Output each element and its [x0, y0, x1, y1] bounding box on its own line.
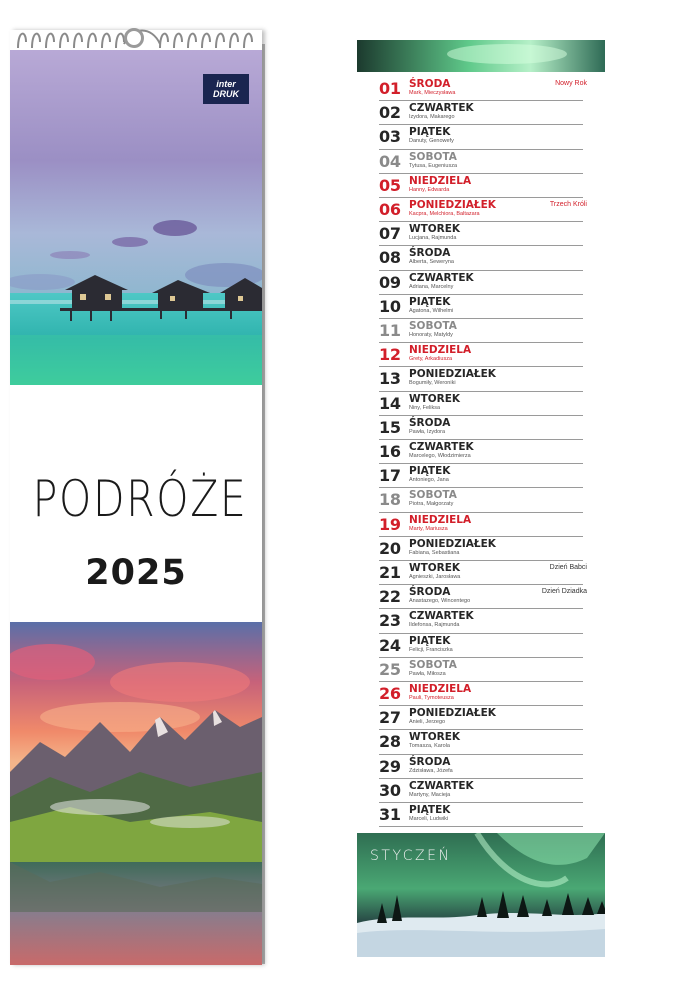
day-row	[379, 198, 587, 222]
day-of-week: CZWARTEK	[409, 779, 474, 792]
name-days: Kacpra, Melchiora, Baltazara	[409, 211, 480, 217]
day-of-week: CZWARTEK	[409, 102, 474, 115]
day-row	[379, 488, 583, 512]
name-days: Marty, Mariusza	[409, 525, 448, 532]
name-days: Alberta, Seweryna	[409, 259, 454, 266]
day-of-week: SOBOTA	[409, 150, 457, 163]
day-row	[379, 174, 583, 198]
name-days: Felicji, Franciszka	[409, 646, 453, 653]
day-of-week: CZWARTEK	[409, 610, 474, 623]
month-name: STYCZEŃ	[370, 848, 452, 864]
day-number: 08	[379, 248, 401, 268]
day-number: 29	[379, 756, 401, 776]
mountain-lake-photo	[10, 622, 262, 965]
day-number: 20	[379, 538, 401, 558]
day-of-week: PONIEDZIAŁEK	[409, 199, 496, 211]
day-number: 31	[379, 805, 401, 824]
day-of-week: PIĄTEK	[409, 804, 451, 816]
day-row	[379, 513, 583, 537]
day-number: 10	[379, 296, 401, 316]
day-number: 16	[379, 442, 401, 461]
day-number: 01	[379, 79, 401, 98]
day-of-week: ŚRODA	[409, 247, 451, 260]
day-of-week: WTOREK	[409, 223, 461, 236]
day-row	[379, 682, 583, 706]
day-of-week: NIEDZIELA	[409, 174, 472, 187]
day-of-week: CZWARTEK	[409, 441, 474, 453]
name-days: Fabiana, Sebastiana	[409, 549, 460, 556]
day-of-week: WTOREK	[409, 731, 461, 744]
holiday-label: Dzień Babci	[549, 564, 587, 571]
day-of-week: PIĄTEK	[409, 295, 451, 308]
day-row	[379, 634, 583, 658]
day-row	[379, 125, 583, 149]
day-row	[379, 246, 583, 270]
day-number: 11	[379, 321, 401, 340]
day-number: 21	[379, 563, 401, 582]
name-days: Danuty, Genowefy	[409, 138, 454, 145]
day-of-week: PIĄTEK	[409, 465, 451, 478]
day-row	[379, 101, 583, 125]
day-of-week: SOBOTA	[409, 320, 457, 332]
day-row	[379, 609, 583, 633]
name-days: Grety, Arkadiusza	[409, 356, 452, 363]
name-days: Piotra, Małgorzaty	[409, 501, 454, 508]
calendar-cover	[10, 30, 262, 965]
name-days: Niny, Feliksa	[409, 404, 441, 411]
day-row	[379, 392, 583, 416]
hanger-ring	[124, 28, 144, 48]
day-number: 26	[379, 684, 401, 703]
day-of-week: SOBOTA	[409, 658, 457, 671]
day-number: 24	[379, 635, 401, 655]
day-number: 13	[379, 369, 401, 389]
day-number: 28	[379, 732, 401, 752]
day-row	[379, 706, 583, 730]
logo-line1: inter	[216, 79, 236, 89]
day-of-week: ŚRODA	[409, 416, 451, 429]
day-of-week: NIEDZIELA	[409, 513, 472, 526]
day-of-week: PONIEDZIAŁEK	[409, 537, 496, 550]
day-number: 19	[379, 514, 401, 534]
name-days: Anieli, Jerzego	[409, 719, 446, 726]
day-number: 17	[379, 466, 401, 486]
name-days: Marcelego, Włodzimierza	[409, 453, 471, 459]
day-row	[379, 295, 583, 319]
day-row	[379, 319, 583, 343]
name-days: Martyny, Macieja	[409, 791, 451, 798]
holiday-label: Nowy Rok	[555, 80, 587, 87]
day-row	[379, 561, 587, 585]
day-row	[379, 730, 583, 754]
day-number: 23	[379, 611, 401, 631]
name-days: Tomasza, Karola	[409, 743, 450, 750]
day-of-week: PONIEDZIAŁEK	[409, 368, 496, 381]
holiday-label: Dzień Dziadka	[541, 588, 587, 596]
day-row	[379, 585, 587, 609]
day-of-week: ŚRODA	[409, 755, 451, 768]
name-days: Honoraty, Matyldy	[409, 332, 453, 338]
aurora-header-image	[357, 40, 605, 72]
holiday-label: Trzech Króli	[549, 201, 587, 208]
day-number: 15	[379, 417, 401, 437]
day-of-week: WTOREK	[409, 392, 461, 405]
day-number: 09	[379, 272, 401, 292]
name-days: Hanny, Edwarda	[409, 186, 450, 193]
name-days: Pawła, Miłosza	[409, 670, 446, 677]
day-number: 02	[379, 103, 401, 123]
day-number: 18	[379, 490, 401, 510]
day-of-week: ŚRODA	[409, 586, 451, 599]
name-days: Izydora, Makarego	[409, 114, 455, 121]
logo-line2: DRUK	[213, 89, 239, 99]
day-number: 25	[379, 659, 401, 679]
day-of-week: SOBOTA	[409, 489, 457, 502]
day-of-week: PIĄTEK	[409, 126, 451, 139]
interdruk-logo	[203, 74, 249, 104]
cover-year: 2025	[85, 553, 187, 593]
day-row	[379, 755, 583, 779]
day-of-week: PIĄTEK	[409, 634, 451, 647]
day-row	[379, 658, 583, 682]
day-number: 27	[379, 708, 401, 728]
day-row	[379, 343, 583, 367]
name-days: Pauli, Tymoteusza	[409, 695, 454, 701]
day-row	[379, 803, 583, 827]
month-page	[357, 40, 605, 957]
name-days: Mark, Mieczysława	[409, 90, 456, 96]
day-number: 30	[379, 780, 401, 800]
day-row	[379, 464, 583, 488]
day-of-week: CZWARTEK	[409, 271, 474, 284]
day-row	[379, 150, 583, 174]
day-row	[379, 222, 583, 246]
day-of-week: ŚRODA	[409, 78, 451, 90]
day-row	[379, 537, 583, 561]
name-days: Ildefonsa, Rajmunda	[409, 622, 460, 629]
day-number: 07	[379, 224, 401, 244]
day-number: 22	[379, 587, 401, 607]
day-row	[379, 779, 583, 803]
name-days: Anastazego, Wincentego	[409, 598, 471, 605]
day-row	[379, 416, 583, 440]
day-row	[379, 271, 583, 295]
day-number: 03	[379, 127, 401, 147]
name-days: Zdzisława, Józefa	[409, 767, 453, 774]
day-number: 12	[379, 345, 401, 365]
name-days: Lucjana, Rajmunda	[409, 235, 457, 242]
day-number: 14	[379, 393, 401, 413]
name-days: Bogumiły, Weroniki	[409, 380, 456, 387]
day-number: 06	[379, 200, 401, 219]
day-of-week: WTOREK	[409, 562, 461, 574]
name-days: Tytusa, Eugeniusza	[409, 162, 458, 169]
day-row	[379, 367, 583, 391]
day-number: 04	[379, 151, 401, 171]
day-of-week: NIEDZIELA	[409, 683, 472, 695]
name-days: Antoniego, Jana	[409, 477, 449, 484]
cover-title: PODRÓŻE	[32, 470, 248, 528]
name-days: Agatona, Wilhelmi	[409, 307, 454, 314]
name-days: Marceli, Ludwiki	[409, 816, 449, 822]
day-of-week: PONIEDZIAŁEK	[409, 707, 496, 720]
day-row	[379, 440, 583, 464]
name-days: Adriana, Marcelny	[409, 283, 454, 290]
name-days: Pawła, Izydora	[409, 428, 446, 435]
day-of-week: NIEDZIELA	[409, 344, 472, 357]
name-days: Agnieszki, Jarosława	[409, 574, 461, 580]
day-number: 05	[379, 175, 401, 195]
day-row	[379, 77, 587, 101]
